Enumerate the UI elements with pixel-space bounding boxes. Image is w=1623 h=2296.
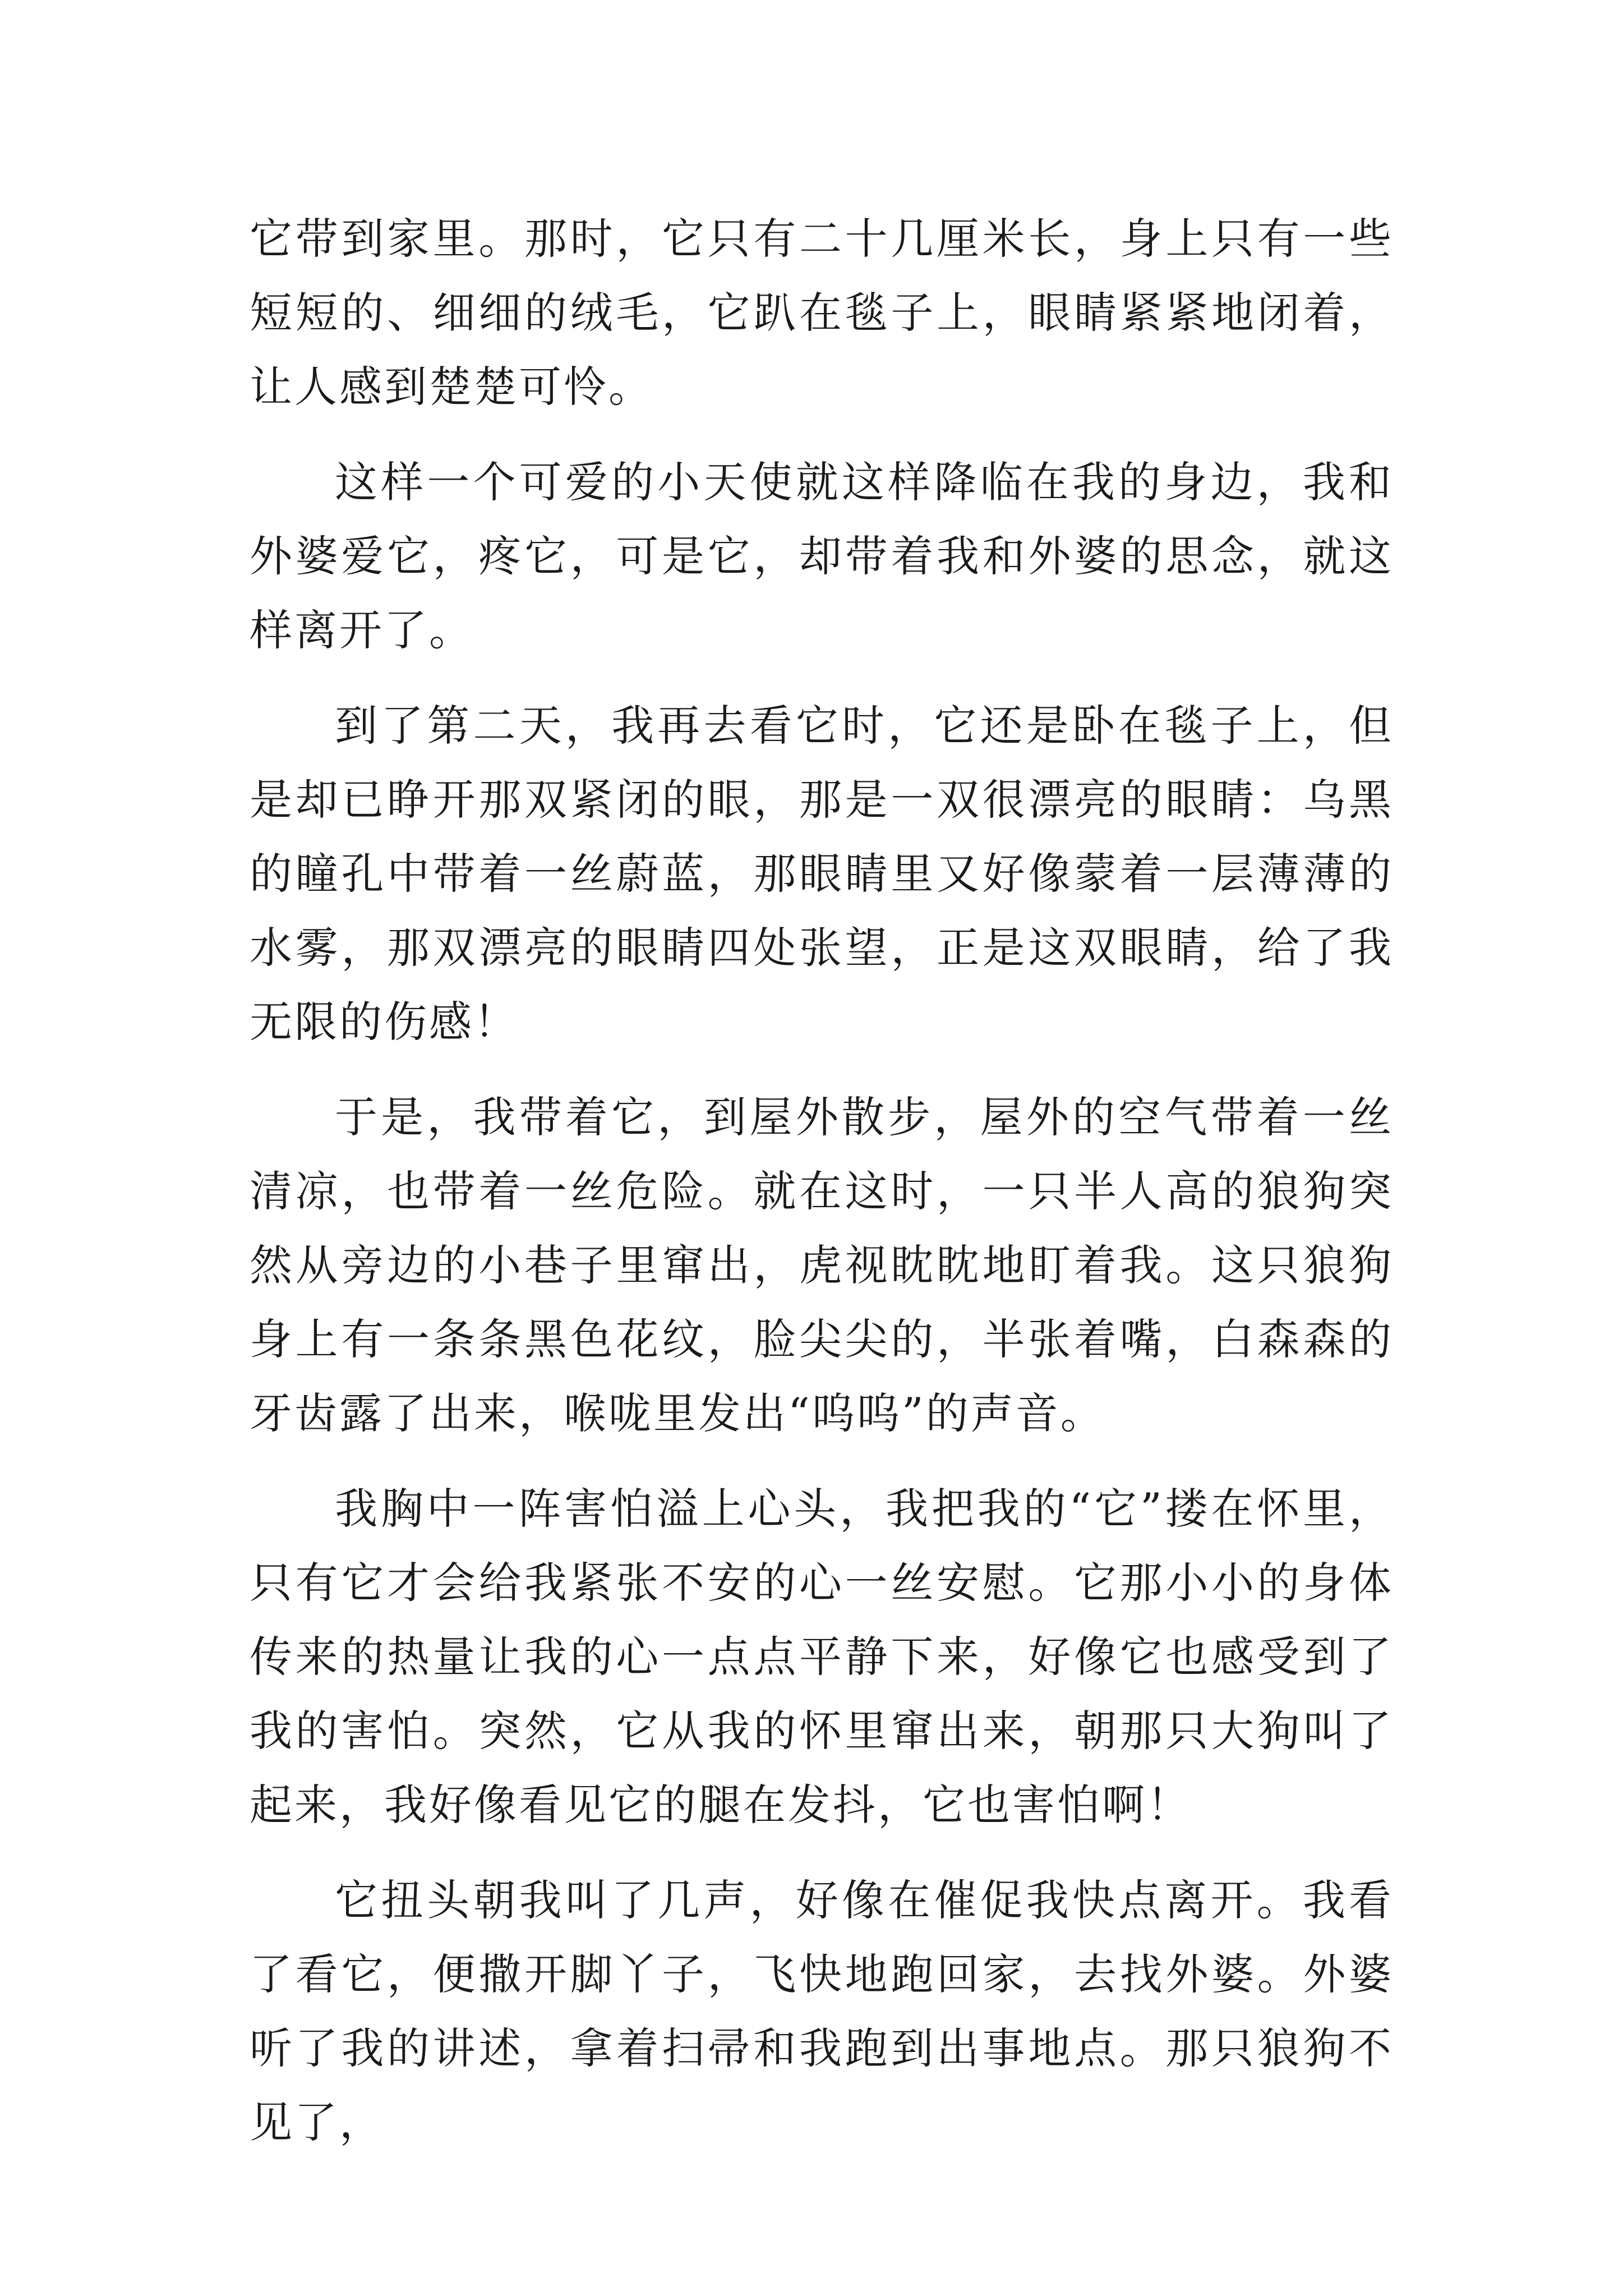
paragraph-3: 到了第二天，我再去看它时，它还是卧在毯子上，但是却已睁开那双紧闭的眼，那是一双很漂亮的眼睛：乌黑的瞳孔中带着一丝蔚蓝，那眼睛里又好像蒙着一层薄薄的水雾，那双漂亮的眼睛四处张望，正是这双眼睛，给了我无限的伤感！ [250, 701, 1394, 1047]
paragraph-4: 于是，我带着它，到屋外散步，屋外的空气带着一丝清凉，也带着一丝危险。就在这时，一只半人高的狼狗突然从旁边的小巷子里窜出，虎视眈眈地盯着我。这只狼狗身上有一条条黑色花纹，脸尖尖的，半张着嘴，白森森的牙齿露了出来，喉咙里发出“呜呜”的声音。 [250, 1092, 1394, 1438]
paragraph-5: 我胸中一阵害怕溢上心头，我把我的“它”搂在怀里，只有它才会给我紧张不安的心一丝安慰。它那小小的身体传来的热量让我的心一点点平静下来，好像它也感受到了我的害怕。突然，它从我的怀里窜出来，朝那只大狗叫了起来，我好像看见它的腿在发抖，它也害怕啊！ [250, 1484, 1394, 1830]
article-body [250, 202, 1394, 2160]
paragraph-2: 这样一个可爱的小天使就这样降临在我的身边，我和外婆爱它，疼它，可是它，却带着我和外婆的思念，就这样离开了。 [250, 457, 1394, 655]
paragraph-1: 它带到家里。那时，它只有二十几厘米长，身上只有一些短短的、细细的绒毛，它趴在毯子上，眼睛紧紧地闭着，让人感到楚楚可怜。 [250, 214, 1394, 412]
paragraph-6: 它扭头朝我叫了几声，好像在催促我快点离开。我看了看它，便撒开脚丫子，飞快地跑回家，去找外婆。外婆听了我的讲述，拿着扫帚和我跑到出事地点。那只狼狗不见了， [250, 1875, 1394, 2147]
